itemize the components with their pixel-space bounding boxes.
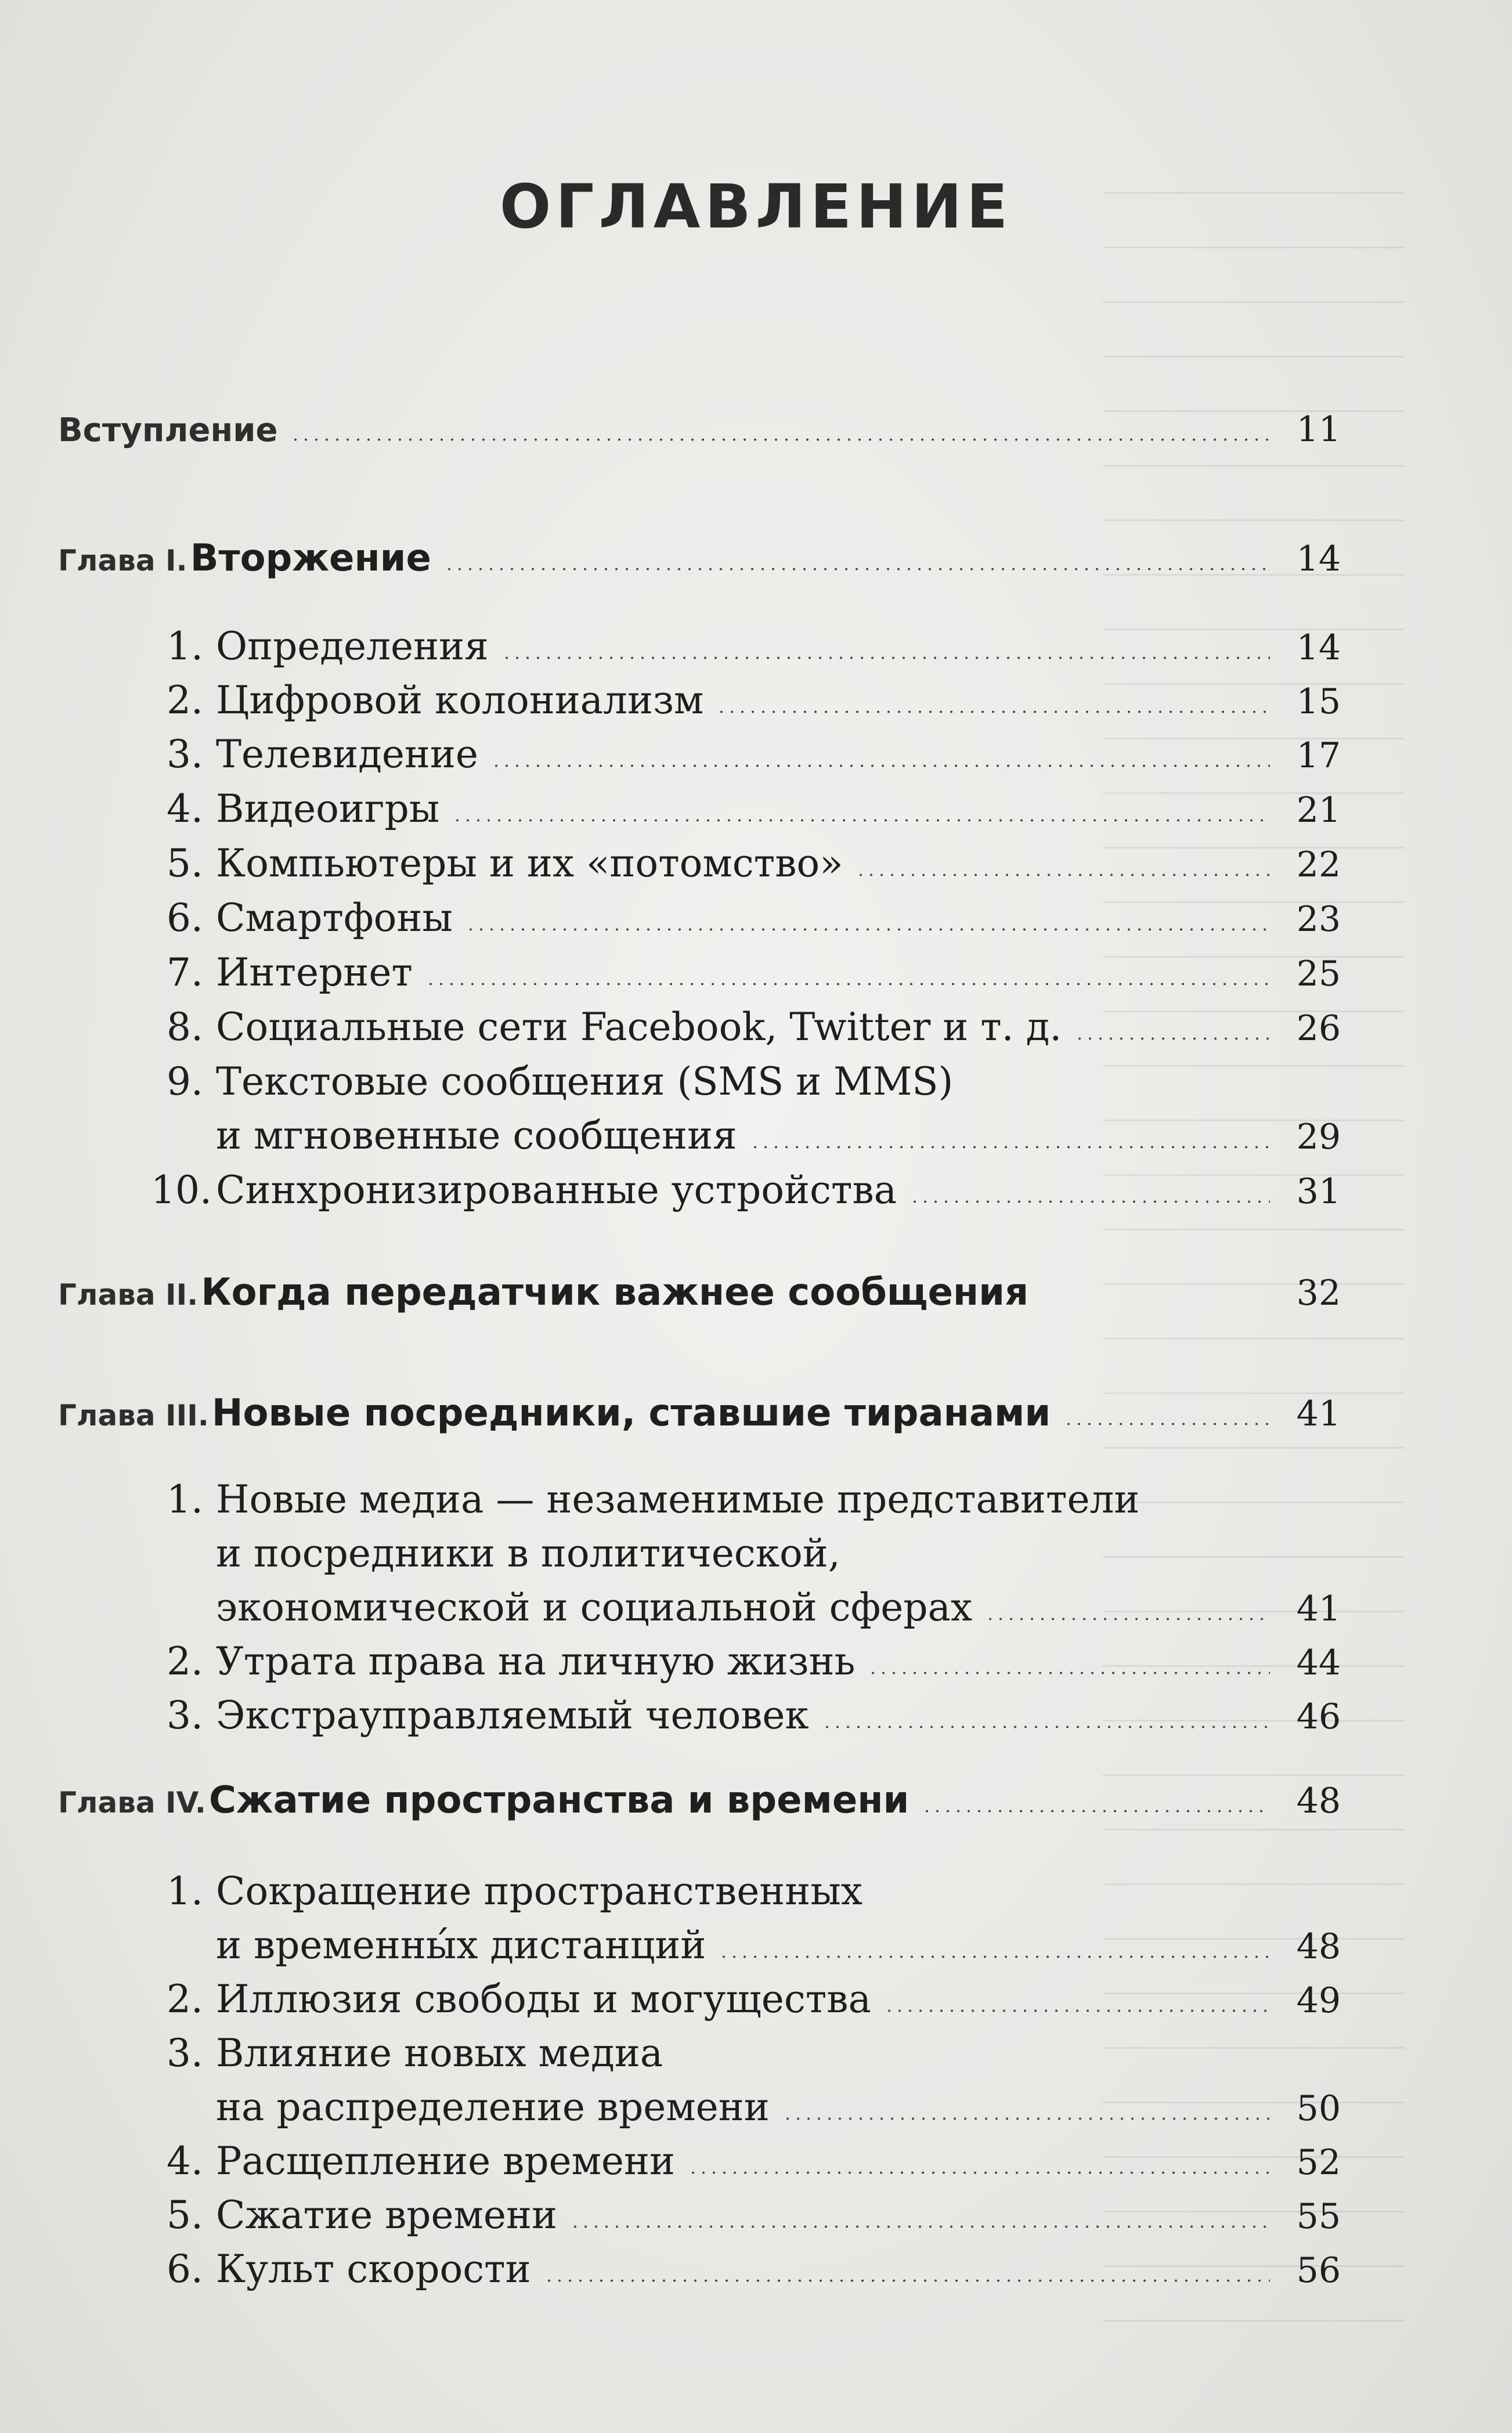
dot-leader [1074, 1037, 1270, 1040]
item-text-line [167, 1059, 954, 1104]
page-number: 15 [1296, 681, 1341, 722]
page-number: 48 [1296, 1926, 1341, 1967]
item-text: Смартфоны [216, 896, 453, 940]
table-of-contents [58, 0, 1341, 2433]
toc-entry-intro [58, 409, 1341, 450]
item-number: 1. [167, 1477, 203, 1522]
item-number: 2. [167, 678, 203, 723]
chapter-prefix: Глава II. [58, 1278, 199, 1312]
page-number: 17 [1296, 735, 1341, 776]
dot-leader [501, 656, 1270, 659]
toc-item [151, 1113, 1341, 1158]
item-number: 6. [167, 896, 203, 940]
item-number: 4. [167, 2139, 203, 2183]
page-title: ОГЛАВЛЕНИЕ [499, 171, 1013, 242]
toc-item [151, 1168, 1341, 1212]
chapter-prefix: Глава I. [58, 544, 187, 577]
item-number: 9. [167, 1059, 203, 1104]
page-number: 32 [1296, 1273, 1341, 1313]
item-text: Видеоигры [216, 786, 440, 831]
item-text-continued: на распределение времени [216, 2085, 770, 2129]
dot-leader [425, 983, 1270, 986]
toc-item [151, 1005, 1341, 1049]
toc-item [151, 950, 1341, 995]
page-number: 44 [1296, 1643, 1341, 1683]
dot-leader [750, 1146, 1270, 1149]
page-number: 55 [1296, 2196, 1341, 2237]
page-number: 50 [1296, 2088, 1341, 2129]
dot-leader [444, 568, 1270, 571]
chapter-prefix: Глава IV. [58, 1786, 206, 1820]
dot-leader [452, 819, 1270, 822]
toc-item [151, 678, 1341, 723]
page-number: 56 [1296, 2250, 1341, 2291]
item-number: 10. [151, 1168, 212, 1212]
toc-chapter-2 [58, 1271, 1341, 1314]
item-number: 3. [167, 732, 203, 777]
dot-leader [782, 2117, 1270, 2120]
page-number: 52 [1296, 2142, 1341, 2183]
item-text: Культ скорости [216, 2247, 531, 2291]
dot-leader [884, 2009, 1270, 2012]
chapter-title: Новые посредники, ставшие тиранами [211, 1392, 1051, 1435]
page-number: 26 [1296, 1008, 1341, 1049]
item-text: Социальные сети Facebook, Twitter и т. д. [216, 1005, 1062, 1049]
toc-item [151, 624, 1341, 669]
dot-leader [868, 1672, 1270, 1674]
chapter-title: Когда передатчик важнее сообщения [201, 1271, 1029, 1314]
toc-item [151, 2247, 1341, 2291]
page-number: 22 [1296, 844, 1341, 885]
item-text: Текстовые сообщения (SMS и MMS) [216, 1059, 954, 1104]
page-number: 25 [1296, 954, 1341, 994]
item-text-line [167, 2031, 663, 2075]
dot-leader [922, 1810, 1270, 1813]
dot-leader [544, 2279, 1270, 2282]
toc-chapter-4 [58, 1779, 1341, 1822]
dot-leader [719, 1955, 1270, 1958]
item-number: 1. [167, 624, 203, 669]
item-text-continued: и посредники в политической, [216, 1531, 840, 1576]
toc-item [151, 2139, 1341, 2183]
item-number: 4. [167, 786, 203, 831]
toc-chapter-3 [58, 1392, 1341, 1435]
toc-item [151, 732, 1341, 777]
toc-item [151, 1693, 1341, 1738]
item-number: 1. [167, 1869, 203, 1914]
item-number: 5. [167, 841, 203, 886]
page-number: 14 [1296, 539, 1341, 579]
dot-leader [910, 1200, 1270, 1203]
dot-leader [491, 764, 1270, 767]
item-number: 2. [167, 1639, 203, 1684]
item-text-line [167, 1477, 1140, 1522]
dot-leader [1063, 1423, 1270, 1425]
item-text: Новые медиа — незаменимые представители [216, 1477, 1140, 1522]
toc-item [151, 1639, 1341, 1684]
item-text: Сокращение пространственных [216, 1869, 863, 1914]
item-text: Телевидение [216, 732, 478, 777]
item-text: Утрата права на личную жизнь [216, 1639, 856, 1684]
item-text-continued: и временны́х дистанций [216, 1923, 706, 1968]
dot-leader [1041, 1302, 1270, 1305]
item-text: Синхронизированные устройства [216, 1168, 897, 1212]
item-text: Определения [216, 624, 489, 669]
item-text: Компьютеры и их «потомство» [216, 841, 843, 886]
item-text-line [216, 1531, 840, 1576]
item-text: Сжатие времени [216, 2193, 557, 2237]
toc-item [151, 841, 1341, 886]
toc-item [151, 1585, 1341, 1630]
page-number: 46 [1296, 1696, 1341, 1737]
item-number: 3. [167, 2031, 203, 2075]
page-number: 49 [1296, 1980, 1341, 2021]
item-text: Влияние новых медиа [216, 2031, 663, 2075]
dot-leader [716, 710, 1270, 713]
toc-chapter-1 [58, 537, 1341, 580]
dot-leader [688, 2171, 1270, 2174]
item-text: Интернет [216, 950, 413, 995]
item-text: Цифровой колониализм [216, 678, 704, 723]
page-number: 29 [1296, 1117, 1341, 1157]
toc-item [151, 1923, 1341, 1968]
dot-leader [822, 1726, 1270, 1728]
toc-item [151, 896, 1341, 940]
page-number: 14 [1296, 627, 1341, 668]
item-number: 7. [167, 950, 203, 995]
toc-item [151, 1977, 1341, 2022]
dot-leader [985, 1618, 1270, 1620]
item-text-continued: экономической и социальной сферах [216, 1585, 973, 1630]
page-number: 48 [1296, 1781, 1341, 1821]
item-number: 5. [167, 2193, 203, 2237]
chapter-prefix: Глава III. [58, 1399, 209, 1432]
item-text: Иллюзия свободы и могущества [216, 1977, 871, 2022]
item-text-continued: и мгновенные сообщения [216, 1113, 737, 1158]
page-number: 21 [1296, 790, 1341, 831]
dot-leader [290, 438, 1270, 441]
page-number: 23 [1296, 899, 1341, 940]
page-number: 11 [1296, 409, 1341, 450]
item-number: 2. [167, 1977, 203, 2022]
chapter-title: Вторжение [190, 537, 431, 580]
dot-leader [570, 2225, 1270, 2228]
toc-item [151, 2085, 1341, 2129]
intro-label: Вступление [58, 411, 278, 449]
chapter-title: Сжатие пространства и времени [208, 1779, 910, 1822]
item-text-line [167, 1869, 863, 1914]
item-text: Экстрауправляемый человек [216, 1693, 809, 1738]
item-text: Расщепление времени [216, 2139, 675, 2183]
item-number: 6. [167, 2247, 203, 2291]
page-number: 41 [1296, 1394, 1341, 1434]
page-number: 31 [1296, 1171, 1341, 1212]
toc-item [151, 786, 1341, 831]
item-number: 8. [167, 1005, 203, 1049]
dot-leader [465, 928, 1270, 931]
page-number: 41 [1296, 1589, 1341, 1629]
toc-item [151, 2193, 1341, 2237]
item-number: 3. [167, 1693, 203, 1738]
dot-leader [856, 873, 1270, 876]
